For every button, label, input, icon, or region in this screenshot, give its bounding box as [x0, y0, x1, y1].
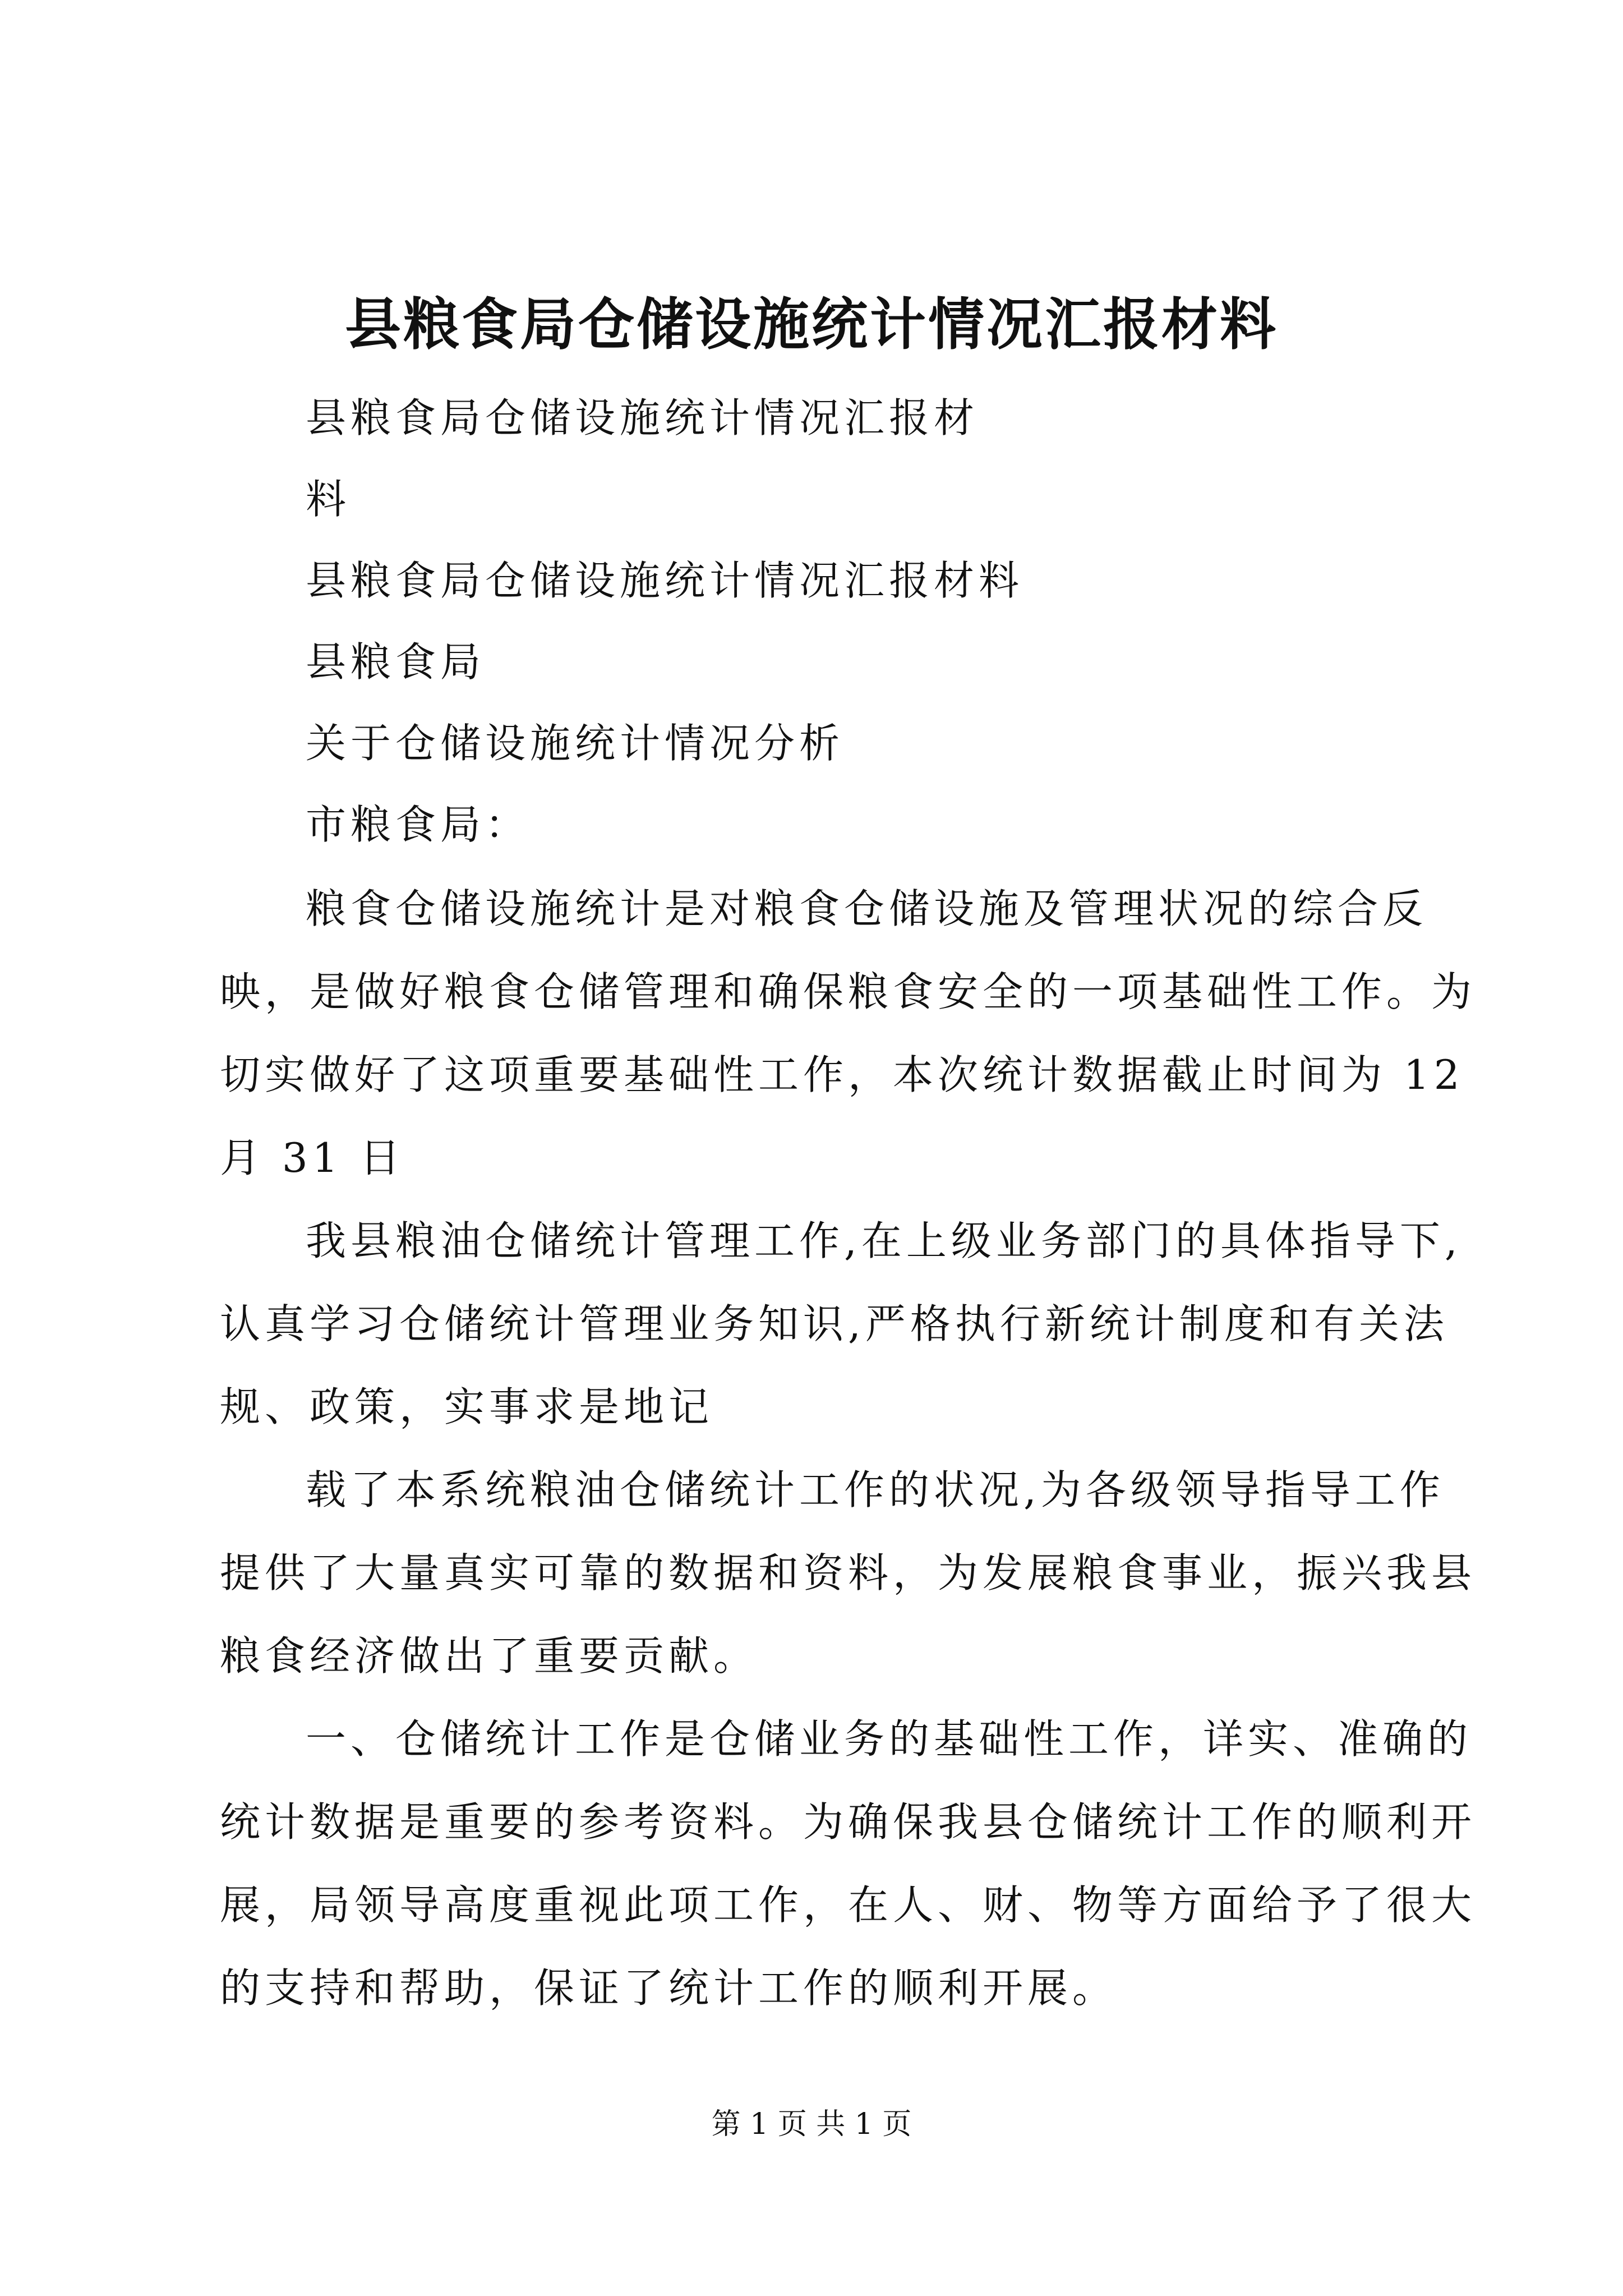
document-title: 县粮食局仓储设施统计情况汇报材料 [345, 291, 1278, 357]
text-line: 县粮食局仓储设施统计情况汇报材 [306, 394, 979, 441]
page-footer: 第 1 页 共 1 页 [711, 2108, 912, 2141]
text-line: 切实做好了这项重要基础性工作，本次统计数据截止时间为 12 [220, 1051, 1464, 1098]
text-line: 县粮食局仓储设施统计情况汇报材料 [306, 557, 1024, 604]
text-line: 粮食仓储设施统计是对粮食仓储设施及管理状况的综合反 [306, 885, 1428, 932]
text-line: 的支持和帮助，保证了统计工作的顺利开展。 [220, 1964, 1118, 2012]
text-line: 粮食经济做出了重要贡献。 [220, 1632, 759, 1680]
text-line: 规、政策，实事求是地记 [220, 1383, 714, 1430]
text-line: 料 [306, 476, 351, 523]
text-line: 县粮食局 [306, 638, 486, 685]
text-line: 提供了大量真实可靠的数据和资料，为发展粮食事业，振兴我县 [220, 1549, 1477, 1596]
text-line: 统计数据是重要的参考资料。为确保我县仓储统计工作的顺利开 [220, 1798, 1477, 1846]
text-line: 认真学习仓储统计管理业务知识,严格执行新统计制度和有关法 [220, 1300, 1449, 1347]
text-line: 关于仓储设施统计情况分析 [306, 720, 845, 767]
text-line: 我县粮油仓储统计管理工作,在上级业务部门的具体指导下, [306, 1217, 1462, 1264]
text-line: 月 31 日 [220, 1134, 405, 1181]
text-line: 市粮食局： [306, 801, 531, 848]
text-line: 映，是做好粮食仓储管理和确保粮食安全的一项基础性工作。为 [220, 968, 1477, 1015]
text-line: 一、仓储统计工作是仓储业务的基础性工作，详实、准确的 [306, 1715, 1473, 1763]
text-line: 载了本系统粮油仓储统计工作的状况,为各级领导指导工作 [306, 1466, 1445, 1513]
text-line: 展，局领导高度重视此项工作，在人、财、物等方面给予了很大 [220, 1881, 1477, 1929]
